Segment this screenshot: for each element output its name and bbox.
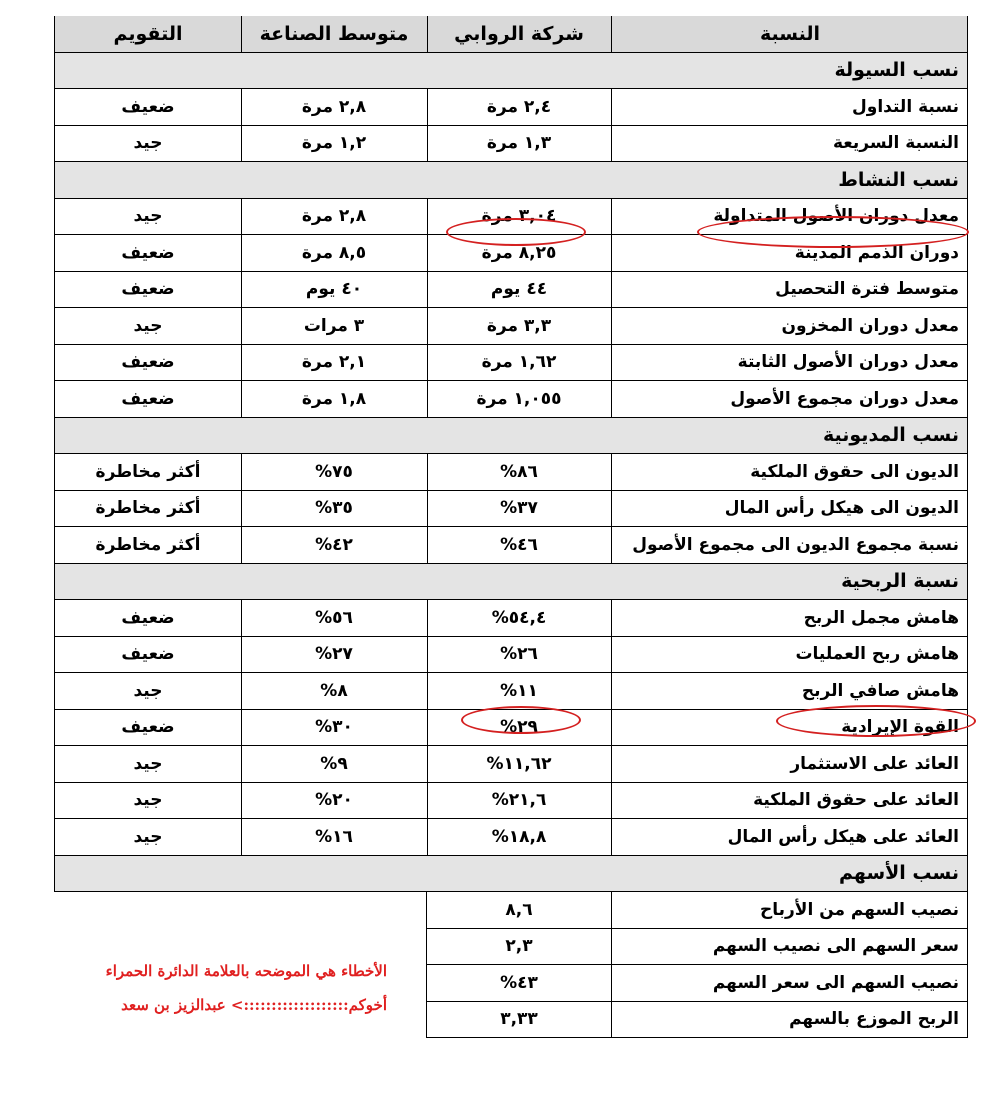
column-divider [427, 637, 428, 673]
section-title: نسب المديونية [822, 424, 959, 447]
column-divider [427, 235, 428, 271]
company-value: ٣,٣ مرة [486, 315, 552, 336]
industry-value: ٣ مرات [303, 315, 365, 336]
evaluation-value: ضعيف [121, 388, 175, 409]
column-divider [427, 89, 428, 125]
column-divider [611, 272, 612, 308]
column-divider [427, 381, 428, 417]
industry-value: ٣٠% [315, 717, 353, 738]
column-divider [611, 819, 612, 855]
column-divider [427, 673, 428, 709]
company-value: ٣٧% [500, 498, 538, 519]
company-value: ٢٩% [500, 717, 538, 738]
ratio-name: هامش ربح العمليات [795, 644, 959, 665]
ratio-name: الربح الموزع بالسهم [789, 1009, 959, 1030]
header-row [54, 16, 968, 53]
column-divider [611, 527, 612, 563]
annotation-line-1: الأخطاء هي الموضحه بالعلامة الدائرة الحمراء [105, 962, 387, 980]
column-divider [241, 126, 242, 162]
ratio-name: نصيب السهم من الأرباح [759, 899, 959, 920]
industry-value: ١,٨ مرة [301, 388, 367, 409]
column-divider [241, 527, 242, 563]
industry-value: ٥٦% [315, 607, 353, 628]
industry-value: ٢٠% [315, 790, 353, 811]
column-divider [611, 16, 612, 52]
column-divider [611, 965, 612, 1001]
column-divider [241, 454, 242, 490]
company-value: ٤٦% [500, 534, 538, 555]
table-row [54, 637, 968, 674]
error-oval-ratio-2 [776, 705, 976, 737]
company-value: ٨٦% [500, 461, 538, 482]
table-row [54, 308, 968, 345]
column-divider [241, 600, 242, 636]
company-value: ١,٣ مرة [486, 133, 552, 154]
column-divider [611, 710, 612, 746]
evaluation-value: جيد [133, 133, 163, 154]
column-divider [427, 199, 428, 235]
header-company: شركة الروابي [454, 22, 584, 45]
company-value: ٤٣% [500, 972, 538, 993]
ratio-name: معدل دوران مجموع الأصول [730, 388, 959, 409]
column-divider [241, 235, 242, 271]
evaluation-value: أكثر مخاطرة [95, 461, 201, 482]
industry-value: ٢,١ مرة [301, 352, 367, 373]
company-value: ١١,٦٢% [486, 753, 552, 774]
header-evaluation: التقويم [113, 22, 183, 45]
industry-value: ١,٢ مرة [301, 133, 367, 154]
column-divider [427, 272, 428, 308]
ratio-name: هامش صافي الربح [801, 680, 959, 701]
column-divider [611, 345, 612, 381]
header-ratio: النسبة [759, 22, 820, 45]
column-divider [427, 527, 428, 563]
industry-value: ٨% [320, 680, 348, 701]
company-value: ٤٤ يوم [490, 279, 548, 300]
evaluation-value: ضعيف [121, 96, 175, 117]
table-row [54, 89, 968, 126]
column-divider [611, 381, 612, 417]
table-row [54, 527, 968, 564]
section-title: نسب النشاط [838, 168, 959, 191]
table-row [54, 454, 968, 491]
column-divider [611, 89, 612, 125]
column-divider [427, 600, 428, 636]
evaluation-value: ضعيف [121, 717, 175, 738]
column-divider [241, 819, 242, 855]
column-divider [611, 746, 612, 782]
column-divider [241, 345, 242, 381]
column-divider [611, 892, 612, 928]
error-oval-value-2 [461, 706, 581, 734]
ratio-name: العائد على هيكل رأس المال [727, 826, 959, 847]
industry-value: ٤٢% [315, 534, 353, 555]
ratio-name: الديون الى حقوق الملكية [750, 461, 959, 482]
column-divider [241, 746, 242, 782]
column-divider [241, 199, 242, 235]
column-divider [241, 16, 242, 52]
table-row [426, 892, 968, 929]
error-oval-ratio-1 [697, 216, 969, 248]
column-divider [241, 272, 242, 308]
section-row [54, 418, 968, 455]
industry-value: ٢,٨ مرة [301, 206, 367, 227]
evaluation-value: أكثر مخاطرة [95, 498, 201, 519]
column-divider [611, 673, 612, 709]
column-divider [611, 308, 612, 344]
ratio-name: دوران الذمم المدينة [794, 242, 959, 263]
column-divider [611, 454, 612, 490]
column-divider [611, 600, 612, 636]
column-divider [427, 16, 428, 52]
column-divider [427, 308, 428, 344]
ratio-name: متوسط فترة التحصيل [775, 279, 959, 300]
ratio-name: معدل دوران الأصول الثابتة [737, 352, 959, 373]
column-divider [427, 454, 428, 490]
company-value: ١٨,٨% [491, 826, 547, 847]
table-row [54, 345, 968, 382]
evaluation-value: جيد [133, 790, 163, 811]
error-oval-value-1 [446, 218, 586, 246]
industry-value: ٢,٨ مرة [301, 96, 367, 117]
column-divider [241, 673, 242, 709]
ratio-name: معدل دوران المخزون [781, 315, 959, 336]
section-row [54, 53, 968, 90]
column-divider [611, 235, 612, 271]
company-value: ٢٦% [500, 644, 538, 665]
evaluation-value: ضعيف [121, 242, 175, 263]
column-divider [427, 345, 428, 381]
evaluation-value: ضعيف [121, 352, 175, 373]
company-value: ٣,٠٤ مرة [481, 206, 557, 227]
company-value: ٣,٣٣ [500, 1009, 538, 1030]
column-divider [241, 710, 242, 746]
column-divider [427, 126, 428, 162]
section-title: نسب السيولة [834, 59, 959, 82]
column-divider [241, 308, 242, 344]
ratio-name: سعر السهم الى نصيب السهم [712, 936, 959, 957]
company-value: ٨,٦ [505, 899, 533, 920]
ratio-name: هامش مجمل الربح [803, 607, 959, 628]
table-row [54, 746, 968, 783]
industry-value: ٨,٥ مرة [301, 242, 367, 263]
table-row [54, 126, 968, 163]
ratio-name: القوة الإيرادية [841, 717, 959, 738]
evaluation-value: ضعيف [121, 644, 175, 665]
section-row [54, 564, 968, 601]
ratio-name: النسبة السريعة [833, 133, 959, 154]
evaluation-value: ضعيف [121, 279, 175, 300]
header-industry: متوسط الصناعة [259, 22, 409, 45]
column-divider [611, 929, 612, 965]
table-row [426, 1002, 968, 1039]
table-row [54, 600, 968, 637]
column-divider [427, 746, 428, 782]
company-value: ١,٦٢ مرة [481, 352, 557, 373]
industry-value: ١٦% [315, 826, 353, 847]
column-divider [611, 126, 612, 162]
company-value: ١,٠٥٥ مرة [476, 388, 562, 409]
table-row [54, 381, 968, 418]
ratio-name: نصيب السهم الى سعر السهم [712, 972, 959, 993]
column-divider [611, 637, 612, 673]
ratio-name: الديون الى هيكل رأس المال [724, 498, 959, 519]
section-row [54, 162, 968, 199]
table-row [54, 491, 968, 528]
column-divider [611, 783, 612, 819]
evaluation-value: ضعيف [121, 607, 175, 628]
company-value: ١١% [500, 680, 538, 701]
column-divider [427, 819, 428, 855]
industry-value: ٢٧% [315, 644, 353, 665]
table-row [54, 783, 968, 820]
column-divider [427, 491, 428, 527]
column-divider [241, 783, 242, 819]
column-divider [241, 637, 242, 673]
column-divider [611, 491, 612, 527]
annotation-line-2: أخوكم:::::::::::::::::::> عبدالزيز بن سعد [121, 996, 387, 1014]
table-row [54, 673, 968, 710]
ratio-name: نسبة التداول [852, 96, 959, 117]
section-title: نسب الأسهم [839, 862, 959, 885]
evaluation-value: أكثر مخاطرة [95, 534, 201, 555]
column-divider [241, 491, 242, 527]
ratio-name: نسبة مجموع الديون الى مجموع الأصول [632, 534, 959, 555]
company-value: ٢١,٦% [491, 790, 547, 811]
ratio-name: العائد على حقوق الملكية [753, 790, 959, 811]
industry-value: ٣٥% [315, 498, 353, 519]
column-divider [241, 381, 242, 417]
company-value: ٢,٤ مرة [486, 96, 552, 117]
industry-value: ٧٥% [315, 461, 353, 482]
table-row [426, 965, 968, 1002]
company-value: ٢,٣ [505, 936, 533, 957]
evaluation-value: جيد [133, 680, 163, 701]
evaluation-value: جيد [133, 826, 163, 847]
evaluation-value: جيد [133, 753, 163, 774]
column-divider [427, 710, 428, 746]
ratio-name: معدل دوران الأصول المتداولة [713, 206, 959, 227]
industry-value: ٩% [320, 753, 348, 774]
table-row [426, 929, 968, 966]
ratio-name: العائد على الاستثمار [790, 753, 959, 774]
evaluation-value: جيد [133, 315, 163, 336]
column-divider [427, 783, 428, 819]
column-divider [241, 89, 242, 125]
evaluation-value: جيد [133, 206, 163, 227]
column-divider [611, 1002, 612, 1038]
company-value: ٥٤,٤% [491, 607, 547, 628]
section-title: نسبة الربحية [841, 570, 959, 593]
industry-value: ٤٠ يوم [305, 279, 363, 300]
table-row [54, 819, 968, 856]
column-divider [611, 199, 612, 235]
section-row [54, 856, 968, 893]
company-value: ٨,٢٥ مرة [481, 242, 557, 263]
table-row [54, 272, 968, 309]
